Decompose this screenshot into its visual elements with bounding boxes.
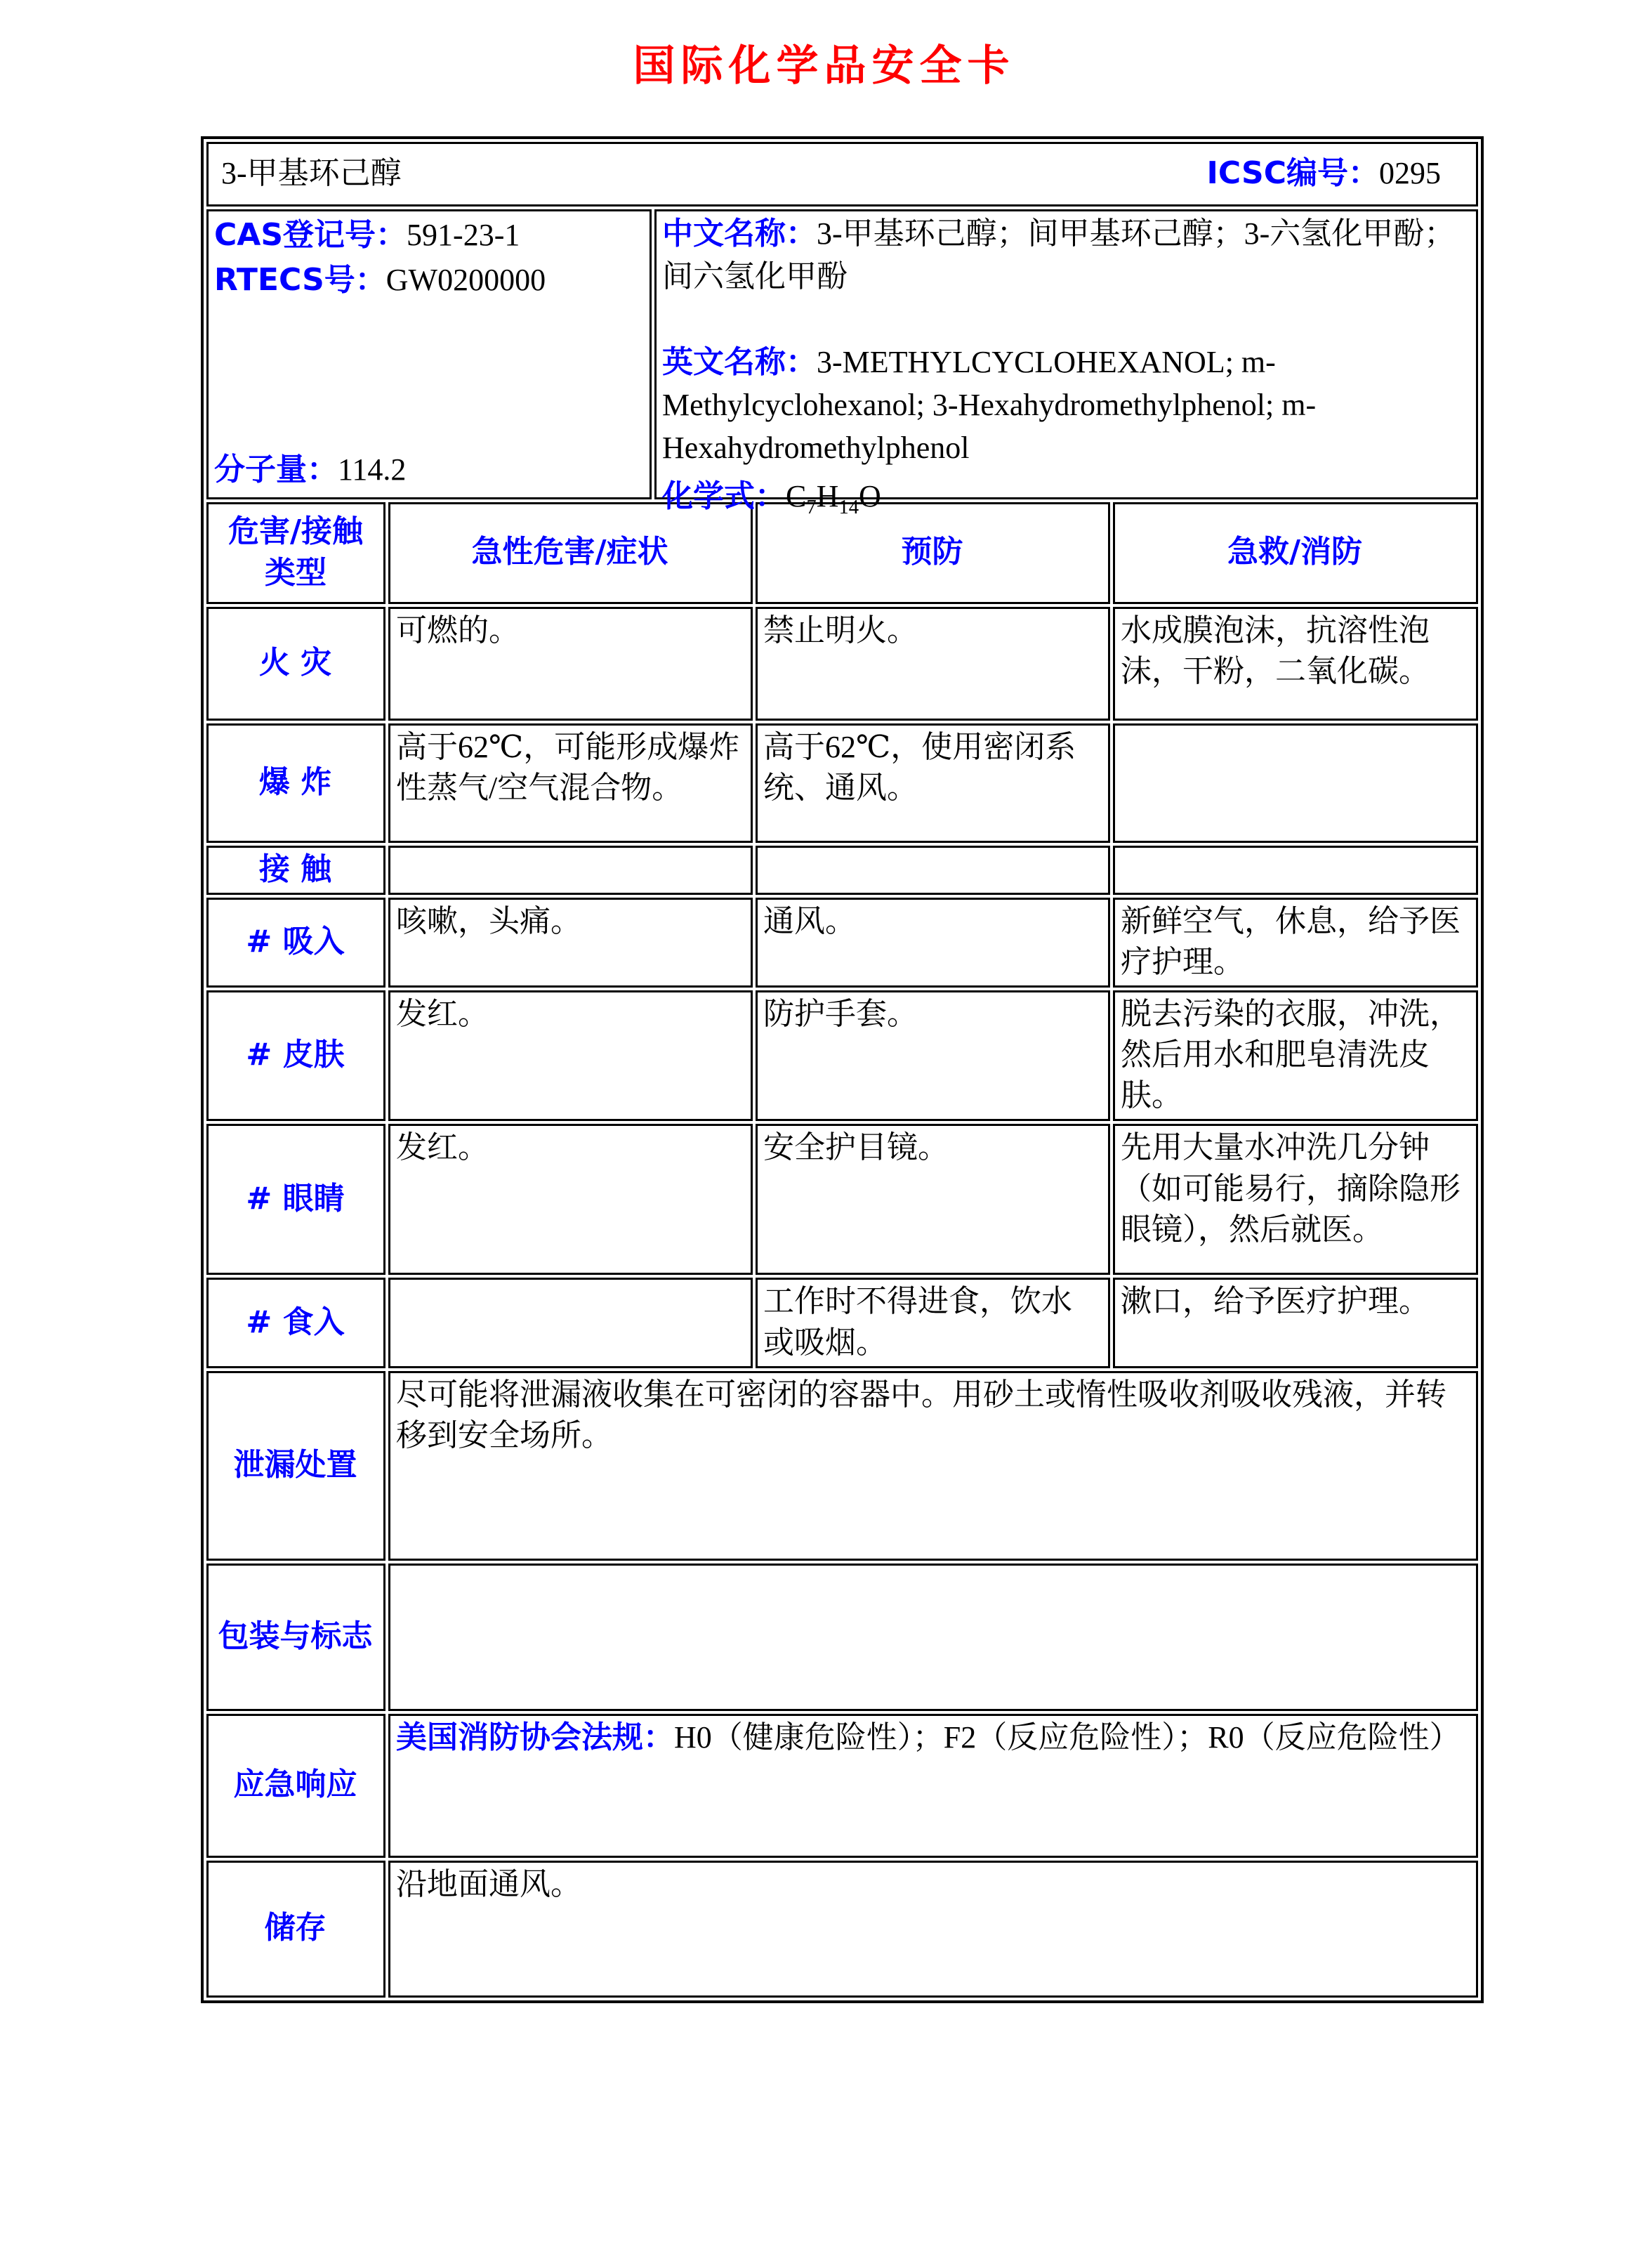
row-label-fire: 火 灾 [206, 607, 385, 721]
storage-content: 沿地面通风。 [388, 1861, 1478, 1998]
rtecs-line [214, 258, 642, 303]
row-storage [206, 1861, 1478, 1998]
emergency-response-content-cell [388, 1714, 1478, 1858]
cas-value: 591-23-1 [407, 218, 520, 252]
row-label-storage: 储存 [206, 1861, 385, 1998]
rtecs-label: RTECS号： [214, 261, 386, 298]
cas-line [214, 213, 642, 258]
row-label-packaging-labelling: 包装与标志 [206, 1564, 385, 1711]
icsc-card-table [201, 136, 1484, 2003]
rtecs-value: GW0200000 [385, 262, 546, 297]
chinese-name-paragraph [662, 213, 1469, 298]
exposure-symptoms [388, 846, 753, 895]
inhalation-response: 新鲜空气，休息，给予医疗护理。 [1113, 898, 1478, 988]
icsc-number-label: ICSC编号： [1206, 155, 1379, 191]
substance-name: 3-甲基环己醇 [221, 155, 402, 190]
skin-symptoms: 发红。 [388, 990, 753, 1121]
inhalation-prevention: 通风。 [756, 898, 1110, 988]
cas-label: CAS登记号： [214, 217, 407, 253]
icsc-page [0, 32, 1648, 2268]
row-fire [206, 607, 1478, 721]
chemical-formula: $C_7H_{14}O$ [786, 478, 881, 518]
eyes-symptoms: 发红。 [388, 1124, 753, 1275]
fire-symptoms: 可燃的。 [388, 607, 753, 721]
row-label-exposure: 接 触 [206, 846, 385, 895]
header-acute-hazards: 急性危害/症状 [388, 502, 753, 604]
english-name-paragraph [662, 341, 1469, 469]
header-hazard-type: 危害/接触类型 [206, 502, 385, 604]
chinese-name-label: 中文名称： [662, 216, 817, 251]
identifiers-right [662, 213, 1469, 518]
spill-disposal-content: 尽可能将泄漏液收集在可密闭的容器中。用砂土或惰性吸收剂吸收残液，并转移到安全场所。 [388, 1371, 1478, 1561]
row-eyes [206, 1124, 1478, 1275]
ingestion-prevention: 工作时不得进食，饮水或吸烟。 [756, 1278, 1110, 1368]
formula-label: 化学式： [662, 478, 786, 514]
substance-header-row [206, 142, 1478, 207]
ingestion-response: 漱口，给予医疗护理。 [1113, 1278, 1478, 1368]
identifiers-right-cell [654, 209, 1478, 518]
row-label-spill-disposal: 泄漏处置 [206, 1371, 385, 1561]
fire-prevention: 禁止明火。 [756, 607, 1110, 721]
row-label-emergency-response: 应急响应 [206, 1714, 385, 1858]
icsc-number-group [1207, 153, 1469, 194]
exposure-response [1113, 846, 1478, 895]
identifiers-left-cell [206, 209, 652, 499]
molecular-weight-line [214, 447, 642, 492]
substance-header [214, 153, 1469, 194]
row-label-ingestion: # 食入 [206, 1278, 385, 1368]
eyes-response: 先用大量水冲洗几分钟（如可能易行，摘除隐形眼镜），然后就医。 [1113, 1124, 1478, 1275]
skin-response: 脱去污染的衣服，冲洗，然后用水和肥皂清洗皮肤。 [1113, 990, 1478, 1121]
inhalation-symptoms: 咳嗽，头痛。 [388, 898, 753, 988]
molecular-weight-label: 分子量： [214, 452, 338, 488]
row-ingestion [206, 1278, 1478, 1368]
exposure-prevention [756, 846, 1110, 895]
row-inhalation [206, 898, 1478, 988]
row-label-eyes: # 眼睛 [206, 1124, 385, 1275]
chinese-name-value: 3-甲基环己醇；间甲基环己醇；3-六氢化甲酚；间六氢化甲酚 [662, 216, 1456, 294]
row-label-inhalation: # 吸入 [206, 898, 385, 988]
explosion-response [1113, 723, 1478, 843]
eyes-prevention: 安全护目镜。 [756, 1124, 1110, 1275]
identifiers-row [206, 209, 1478, 499]
row-spill-disposal [206, 1371, 1478, 1561]
spacer [214, 303, 642, 448]
page-title: 国际化学品安全卡 [633, 41, 1015, 91]
row-exposure [206, 846, 1478, 895]
row-label-skin: # 皮肤 [206, 990, 385, 1121]
header-prevention: 预防 [756, 502, 1110, 604]
row-skin [206, 990, 1478, 1121]
english-name-value: 3-METHYLCYCLOHEXANOL; m-Methylcyclohexanol; 3-Hexahydromethylphenol; m-Hexahydromethylphenol [662, 345, 1317, 465]
row-packaging-labelling [206, 1564, 1478, 1711]
icsc-number-value: 0295 [1379, 155, 1441, 190]
substance-header-cell [206, 142, 1478, 207]
explosion-symptoms: 高于62℃，可能形成爆炸性蒸气/空气混合物。 [388, 723, 753, 843]
ingestion-symptoms [388, 1278, 753, 1368]
packaging-labelling-content [388, 1564, 1478, 1711]
skin-prevention: 防护手套。 [756, 990, 1110, 1121]
formula-line [662, 474, 1469, 519]
row-emergency-response [206, 1714, 1478, 1858]
molecular-weight-value: 114.2 [338, 452, 407, 487]
row-explosion [206, 723, 1478, 843]
header-first-aid: 急救/消防 [1113, 502, 1478, 604]
explosion-prevention: 高于62℃，使用密闭系统、通风。 [756, 723, 1110, 843]
english-name-label: 英文名称： [662, 344, 817, 381]
identifiers-left [214, 213, 642, 492]
row-label-explosion: 爆 炸 [206, 723, 385, 843]
fire-response: 水成膜泡沫，抗溶性泡沫，干粉，二氧化碳。 [1113, 607, 1478, 721]
nfpa-code-value: H0（健康危险性）；F2（反应危险性）；R0（反应危险性） [674, 1719, 1461, 1755]
nfpa-code-label: 美国消防协会法规： [396, 1719, 674, 1755]
